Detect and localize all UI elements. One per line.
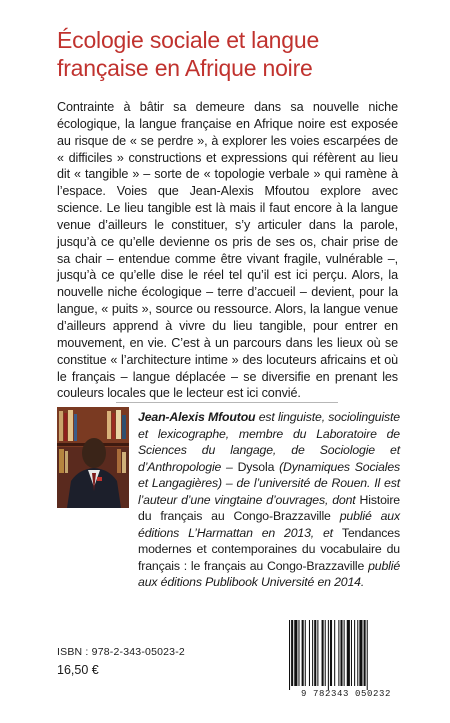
author-photo bbox=[57, 407, 129, 508]
title-line-1: Écologie sociale et langue bbox=[57, 27, 320, 53]
back-cover-blurb: Contrainte à bâtir sa demeure dans sa nouvelle niche écologique, la langue française en Afrique noire est exposée au risque de « se perdre », à explorer les voies escarpées de « difficiles » constructions et expressions qui réfèrent au lieu dit « tangible » – sorte de « topologie verbale » qui ramène à l’espace. Voies que Jean-Alexis Mfoutou explore avec science. Le lieu tangible est là mais il faut encore à la langue venue d’ailleurs le constituer, s’y articuler dans la parole, jusqu’à ce qu’elle devienne os pris de ses os, chair prise de sa chair – entendue comme être vivant fragile, vulnérable –, jusqu’à ce qu’elle dise le réel tel qu’il est ici perçu. Alors, la nouvelle niche écologique – terre d’accueil – devient, pour la langue, « puits », source ou ressource. Alors, la langue venue d’ailleurs apprend à vivre du lieu tangible, pour entrer en mouvement, en vie. C’est à un parcours dans les lieux où se constitue « l’architecture intime » des locuteurs africains et où le français – langue déplacée – se diversifie en prenant les couleurs locales que le lecteur est ici convié. bbox=[57, 100, 398, 401]
bio-text-2: (Dynamiques Sociales et Langagières) – de l’université de Rouen. Il est l’auteur d’une vingtaine d’ouvrages, dont bbox=[138, 459, 401, 507]
isbn: ISBN : 978-2-343-05023-2 bbox=[57, 646, 185, 658]
bio-text-3: publié aux éditions L’Harmattan en 2013, et bbox=[138, 509, 400, 540]
book-title bbox=[57, 26, 437, 82]
book-title-1: Histoire du français au Congo-Brazzaville bbox=[138, 492, 400, 523]
author-name: Jean-Alexis Mfoutou bbox=[138, 410, 256, 424]
bio-text-1: est linguiste, sociolinguiste et lexicographe, membre du Laboratoire de Sciences du langage, de Sociologie et d’Anthropologie – bbox=[138, 410, 400, 474]
author-bio bbox=[138, 409, 400, 591]
section-divider bbox=[116, 402, 338, 403]
barcode bbox=[287, 620, 405, 690]
book-title-2: Tendances modernes et contemporaines du vocabulaire du français : le français au Congo-Brazzaville bbox=[138, 525, 400, 573]
barcode-number: 9 782343 050232 bbox=[300, 689, 391, 699]
bio-text-4: publié aux éditions Publibook Université en 2014. bbox=[138, 558, 401, 589]
title-line-2: française en Afrique noire bbox=[57, 55, 313, 81]
bio-dysola: Dysola bbox=[237, 459, 275, 474]
price: 16,50 € bbox=[57, 663, 99, 677]
